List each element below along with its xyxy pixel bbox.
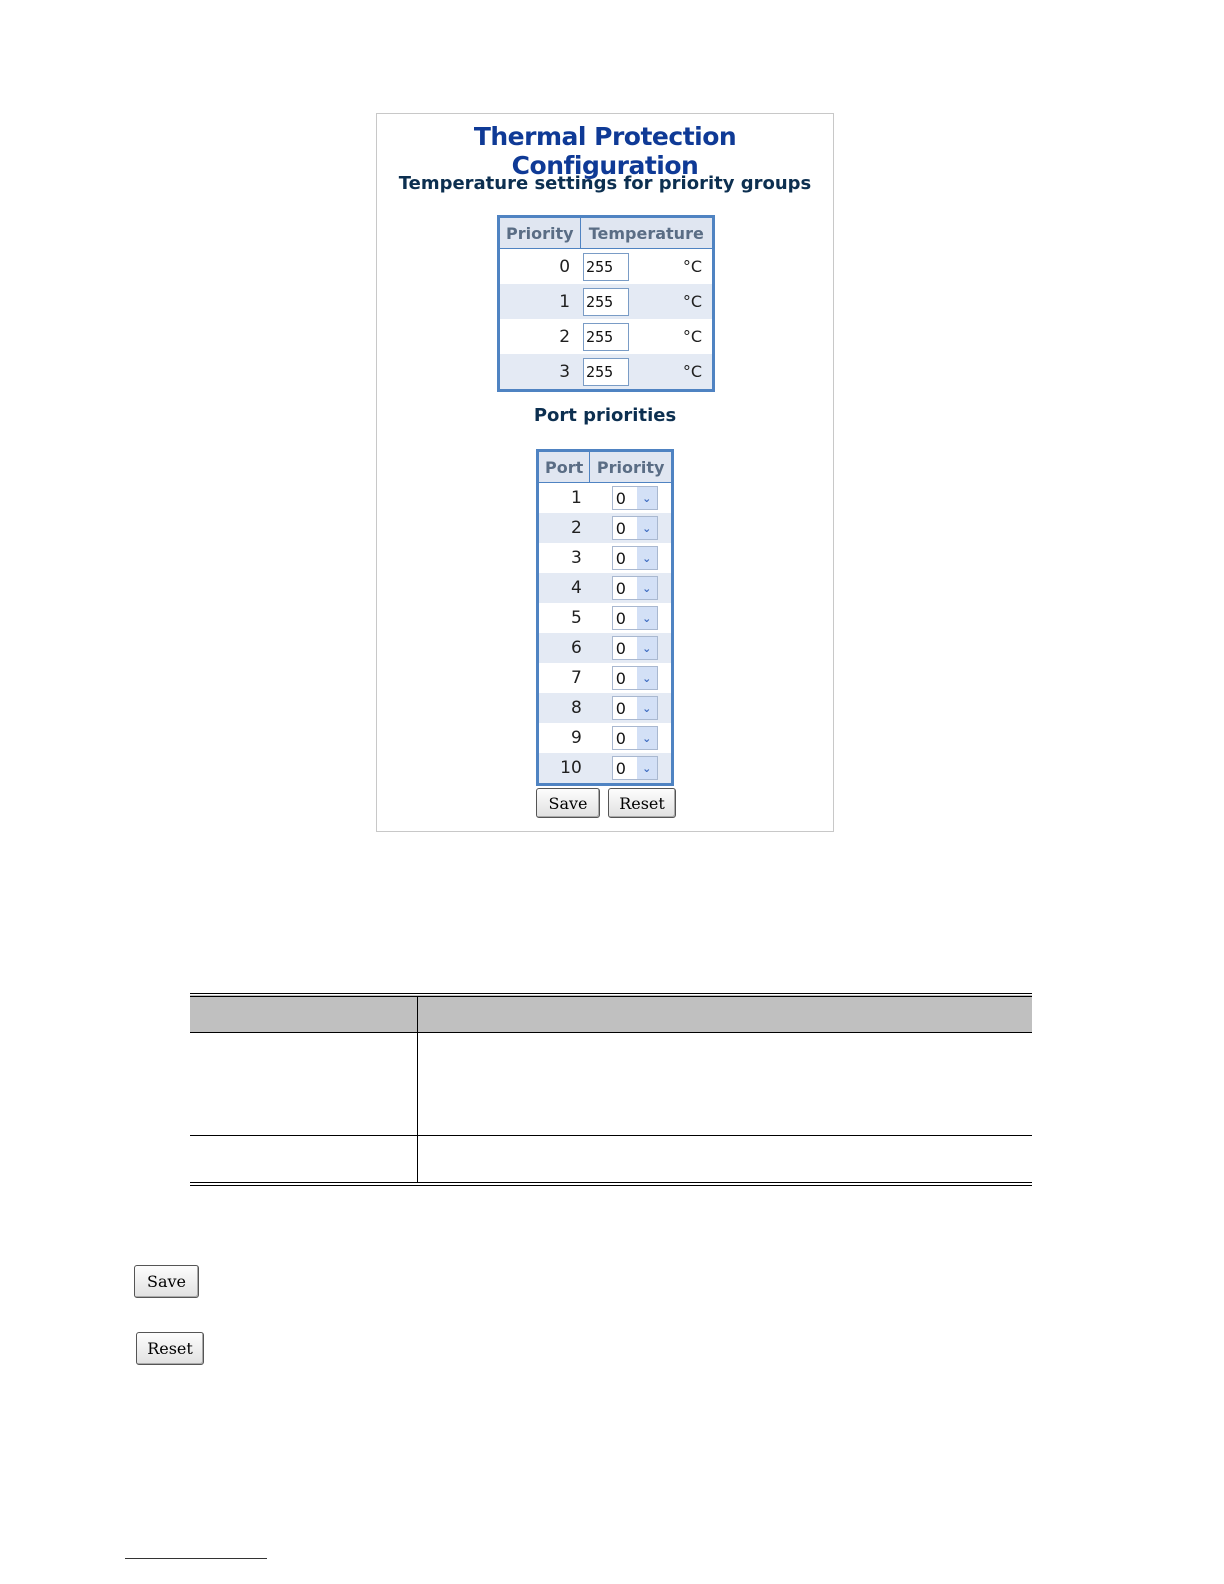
temperature-input[interactable] [583,253,629,281]
description-table [190,993,1032,1186]
port-cell: 1 [570,488,582,508]
table-row [538,483,673,514]
description-cell [418,1033,1033,1136]
port-cell: 9 [570,728,582,748]
table-row [538,693,673,723]
selected-value: 0 [615,488,626,508]
priority-select[interactable] [612,576,658,600]
selected-value: 0 [615,608,626,628]
port-priorities-section-title: Port priorities [533,405,677,426]
table-row [538,663,673,693]
chevron-down-icon[interactable]: ⌄ [637,607,657,629]
port-cell: 6 [538,633,590,663]
priority-select[interactable] [612,726,658,750]
unit-label: °C [682,257,702,276]
port-cell: 10 [538,753,590,785]
priority-select[interactable] [612,486,658,510]
table-header-row [190,995,1032,1033]
priority-cell: 2 [559,326,571,347]
selected-value: 0 [615,698,626,718]
temperature-input[interactable] [583,323,629,351]
reset-button[interactable]: Reset [608,788,676,818]
port-priority-table [536,449,674,786]
priority-select[interactable] [612,546,658,570]
port-cell: 3 [570,548,582,568]
table-row [190,1033,1032,1136]
priority-select[interactable] [612,636,658,660]
description-header [418,995,1033,1033]
thermal-protection-panel [376,113,834,832]
table-row [499,284,714,319]
priority-cell: 0 [559,256,571,277]
port-cell: 8 [538,693,590,723]
object-cell [190,1136,418,1185]
table-row [499,249,714,285]
save-button[interactable]: Save [536,788,600,818]
table-row [538,573,673,603]
description-cell [418,1136,1033,1185]
temperature-header: Temperature [580,217,713,249]
priority-header: Priority [499,217,581,249]
object-header [190,995,418,1033]
unit-label: °C [682,327,702,346]
chevron-down-icon[interactable]: ⌄ [637,667,657,689]
chevron-down-icon[interactable]: ⌄ [637,697,657,719]
object-cell [190,1033,418,1136]
chevron-down-icon[interactable]: ⌄ [637,757,657,779]
priority-select[interactable] [612,516,658,540]
priority-cell: 1 [499,284,581,319]
chevron-down-icon[interactable]: ⌄ [637,577,657,599]
selected-value: 0 [615,728,626,748]
selected-value: 0 [615,578,626,598]
table-row [538,633,673,663]
priority-cell: 3 [499,354,581,391]
table-row [538,513,673,543]
selected-value: 0 [615,638,626,658]
table-row [538,603,673,633]
port-cell: 7 [570,668,582,688]
table-row [538,753,673,785]
table-row [538,723,673,753]
chevron-down-icon[interactable]: ⌄ [637,487,657,509]
doc-reset-button[interactable]: Reset [136,1332,204,1365]
priority-select[interactable] [612,756,658,780]
table-row [538,543,673,573]
selected-value: 0 [615,758,626,778]
temperature-input[interactable] [583,358,629,386]
port-cell: 2 [538,513,590,543]
table-header-row [499,217,714,249]
chevron-down-icon[interactable]: ⌄ [637,547,657,569]
port-cell: 5 [570,608,582,628]
chevron-down-icon[interactable]: ⌄ [637,727,657,749]
port-header: Port [538,451,590,483]
temperature-table [497,215,715,392]
footnote-divider [125,1558,267,1559]
selected-value: 0 [615,548,626,568]
chevron-down-icon[interactable]: ⌄ [637,637,657,659]
unit-label: °C [662,284,714,319]
priority-header: Priority [590,451,673,483]
priority-select[interactable] [612,606,658,630]
page-title: Thermal Protection Configuration [473,122,737,180]
temperature-input[interactable] [583,288,629,316]
chevron-down-icon[interactable]: ⌄ [637,517,657,539]
doc-save-button[interactable]: Save [134,1265,199,1298]
priority-select[interactable] [612,666,658,690]
selected-value: 0 [615,668,626,688]
port-cell: 4 [538,573,590,603]
table-header-row [538,451,673,483]
table-row [190,1136,1032,1185]
temperature-section-title: Temperature settings for priority groups [398,173,812,194]
table-row [499,319,714,354]
unit-label: °C [662,354,714,391]
table-row [499,354,714,391]
selected-value: 0 [615,518,626,538]
priority-select[interactable] [612,696,658,720]
